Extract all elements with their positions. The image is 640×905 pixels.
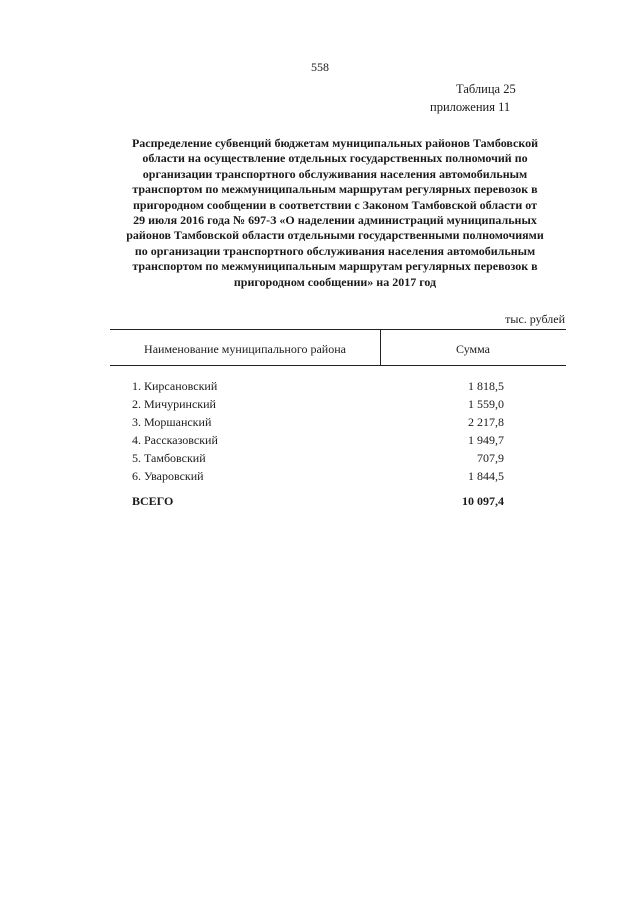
table-top-rule bbox=[110, 329, 566, 330]
column-header-amount: Сумма bbox=[456, 342, 490, 356]
units-label: тыс. рублей bbox=[505, 312, 565, 326]
district-name: 6. Уваровский bbox=[132, 469, 204, 483]
table-total-row bbox=[110, 492, 566, 510]
title-line: районов Тамбовской области отдельными государственными полномочиями bbox=[126, 228, 544, 243]
district-name: 5. Тамбовский bbox=[132, 451, 206, 465]
title-line: пригородном сообщении» на 2017 год bbox=[233, 274, 437, 289]
district-amount: 1 818,5 bbox=[468, 379, 504, 393]
page-number: 558 bbox=[311, 60, 329, 74]
title-line: организации транспортного обслуживания населения автомобильным bbox=[142, 166, 528, 181]
district-name: 3. Моршанский bbox=[132, 415, 212, 429]
column-header-district: Наименование муниципального района bbox=[144, 342, 346, 356]
district-name: 4. Рассказовский bbox=[132, 433, 218, 447]
table-reference-line-1: Таблица 25 bbox=[456, 82, 516, 96]
table-row bbox=[110, 377, 566, 395]
district-name: 2. Мичуринский bbox=[132, 397, 216, 411]
district-amount: 2 217,8 bbox=[468, 415, 504, 429]
table-header-rule bbox=[110, 365, 566, 366]
district-amount: 1 844,5 bbox=[468, 469, 504, 483]
table-row bbox=[110, 413, 566, 431]
table-reference-line-2: приложения 11 bbox=[430, 100, 511, 114]
total-label: ВСЕГО bbox=[132, 494, 174, 508]
table-row bbox=[110, 395, 566, 413]
table-body bbox=[110, 377, 566, 485]
title-line: по организации транспортного обслуживания населения автомобильным bbox=[134, 243, 536, 258]
district-amount: 1 949,7 bbox=[468, 433, 504, 447]
title-line: транспортом по межмуниципальным маршрутам регулярных перевозок в bbox=[132, 182, 538, 197]
table-row bbox=[110, 467, 566, 485]
district-name: 1. Кирсановский bbox=[132, 379, 218, 393]
district-amount: 1 559,0 bbox=[468, 397, 504, 411]
title-line: 29 июля 2016 года № 697-З «О наделении администраций муниципальных bbox=[133, 213, 537, 228]
title-line: области на осуществление отдельных государственных полномочий по bbox=[142, 151, 528, 166]
title-line: пригородном сообщении в соответствии с Законом Тамбовской области от bbox=[133, 197, 537, 212]
document-title bbox=[100, 136, 570, 290]
table-row bbox=[110, 431, 566, 449]
district-amount: 707,9 bbox=[477, 451, 504, 465]
table-reference bbox=[430, 80, 580, 116]
total-amount: 10 097,4 bbox=[462, 494, 504, 508]
title-line: Распределение субвенций бюджетам муниципальных районов Тамбовской bbox=[131, 136, 539, 150]
table-row bbox=[110, 449, 566, 467]
title-line: транспортом по межмуниципальным маршрутам регулярных перевозок в bbox=[132, 259, 538, 274]
